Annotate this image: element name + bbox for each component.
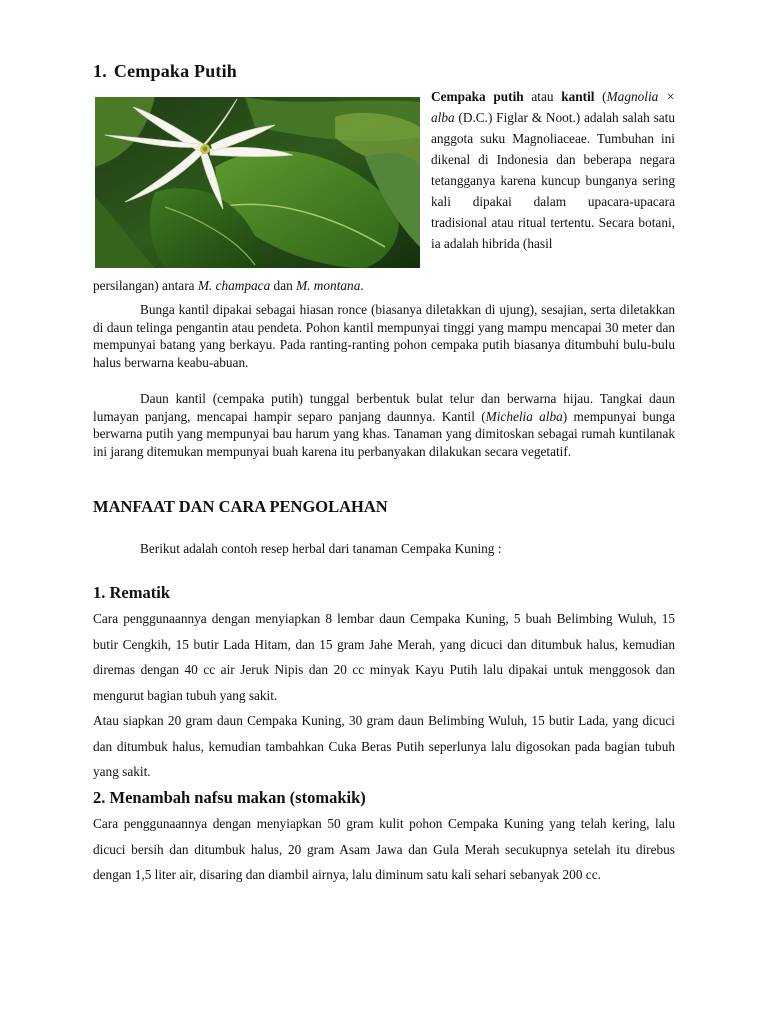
manfaat-intro (93, 540, 675, 558)
term-cempaka-putih: Cempaka putih (431, 89, 524, 104)
paragraph-text: Berikut adalah contoh resep herbal dari tanaman Cempaka Kuning : (140, 541, 502, 556)
intro-paragraph-continued (93, 275, 675, 296)
section-title: Cempaka Putih (113, 61, 238, 81)
intro-text-2: ( (594, 89, 607, 104)
heading-stomakik: 2. Menambah nafsu makan (stomakik) (93, 788, 366, 807)
paragraph-text: Bunga kantil dipakai sebagai hiasan ronce (biasanya diletakkan di ujung), sesajian, serta diletakkan di daun telinga pengantin atau pendeta. Pohon kantil mempunyai tinggi yang mampu mencapai 30 meter dan mempunyai batang yang berkayu. Pada ranting-ranting pohon cempaka putih biasanya ditumbuhi bulu-bulu halus berwarna keabu-abuan. (93, 302, 675, 370)
section-heading (93, 61, 237, 82)
heading-rematik: 1. Rematik (93, 583, 170, 602)
intro-text-3: (D.C.) Figlar & Noot.) adalah salah satu anggota suku Magnoliaceae. Tumbuhan ini dikenal di Indonesia dan beberapa negara tetangganya karena kuncup bunganya sering kali dipakai dalam upacara-upacara tradisional atau ritual tertentu. Secara botani, ia adalah hibrida (hasil (431, 110, 675, 251)
paragraph-text: ) mempunyai bunga berwarna putih yang mempunyai bau harum yang khas. Tanaman yang dimitoskan sebagai rumah kuntilanak ini jarang ditemukan mempunyai buah karena itu perbanyakan dilakukan secara vegetatif. (93, 408, 675, 459)
magnolia-flower-photo-icon (95, 97, 420, 268)
paragraph-daun-kantil (93, 390, 675, 460)
paragraph-text: Daun kantil (cempaka putih) tunggal berbentuk bulat telur dan berwarna hijau. Tangkai daun lumayan panjang, mencapai hampir separo panjang daunnya. Kantil ( (93, 391, 675, 424)
intro-cont-text-3: . (360, 278, 364, 293)
intro-cont-text-2: dan (270, 278, 297, 293)
stomakik-paragraph: Cara penggunaannya dengan menyiapkan 50 gram kulit pohon Cempaka Kuning yang telah kering, lalu dicuci bersih dan ditumbuk halus, 20 gram Asam Jawa dan Gula Merah secukupnya setelah itu direbus dengan 1,5 liter air, disaring dan diambil airnya, lalu diminum satu kali sehari sebanyak 200 cc. (93, 816, 675, 882)
species-champaca: M. champaca (197, 278, 271, 293)
intro-text-1: atau (523, 89, 562, 104)
heading-manfaat: MANFAAT DAN CARA PENGOLAHAN (93, 497, 388, 516)
scientific-name: Magnolia × alba (431, 89, 675, 125)
intro-cont-text-1: persilangan) antara (93, 278, 198, 293)
cempaka-putih-photo (95, 97, 420, 268)
rematik-paragraph-2: Atau siapkan 20 gram daun Cempaka Kuning, 30 gram daun Belimbing Wuluh, 15 butir Lada, yang dicuci dan ditumbuk halus, kemudian tambahkan Cuka Beras Putih seperlunya lalu digosokan pada bagian tubuh yang sakit. (93, 713, 675, 779)
paragraph-bunga-kantil (93, 301, 675, 371)
species-michelia-alba: Michelia alba (485, 408, 563, 424)
section-number: 1. (93, 61, 107, 81)
intro-paragraph (431, 86, 675, 254)
species-montana: M. montana (296, 278, 361, 293)
term-kantil: kantil (561, 89, 595, 104)
rematik-paragraph-1: Cara penggunaannya dengan menyiapkan 8 lembar daun Cempaka Kuning, 5 buah Belimbing Wuluh, 15 butir Cengkih, 15 butir Lada Hitam, dan 15 gram Jahe Merah, yang dicuci dan ditumbuk halus, kemudian diremas dengan 40 cc air Jeruk Nipis dan 20 cc minyak Kayu Putih lalu dipakai untuk menggosok dan mengurut bagian tubuh yang sakit. (93, 611, 675, 703)
